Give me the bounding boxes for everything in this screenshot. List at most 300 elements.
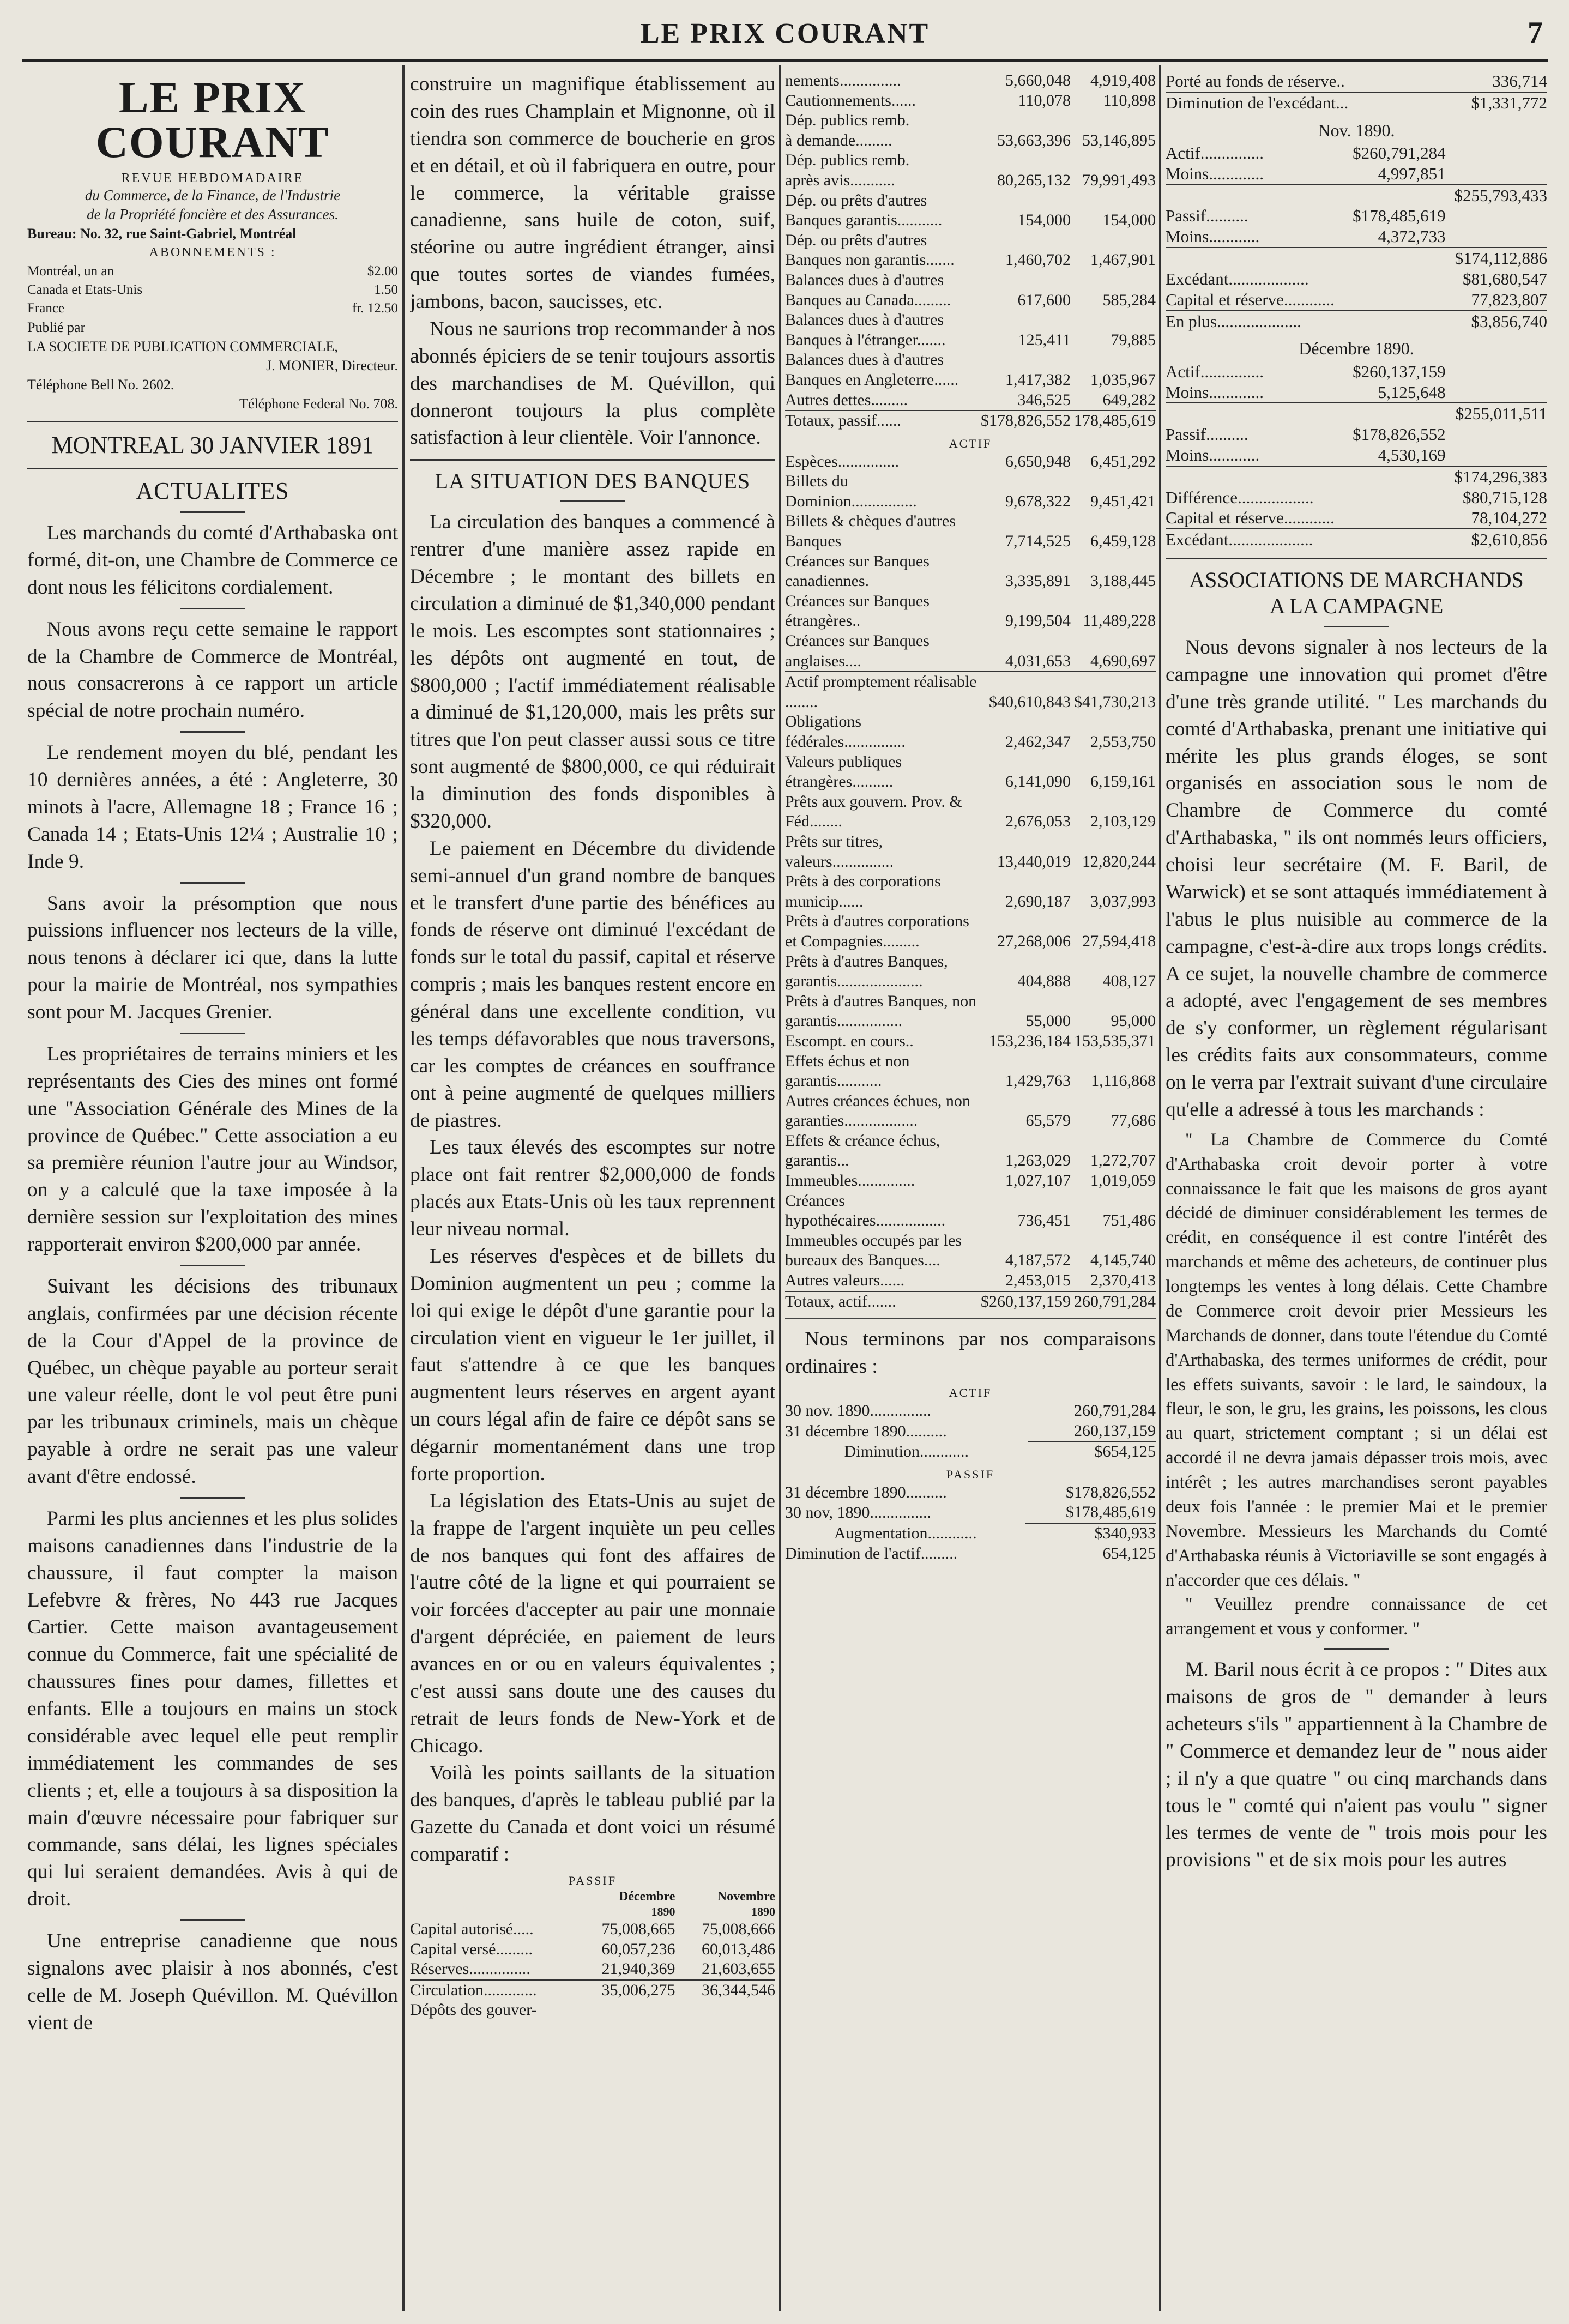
- row-value: $3,856,740: [1446, 311, 1547, 332]
- row-value: $40,610,843: [977, 672, 1071, 712]
- table-row: [785, 1031, 1156, 1052]
- row-value: 4,372,733: [1378, 227, 1446, 246]
- table-row: Capital versé......... 60,057,236 60,013,486: [410, 1940, 775, 1958]
- comparison-passif: [785, 1483, 1156, 1564]
- article-paragraph: Nous avons reçu cette semaine le rapport de la Chambre de Commerce de Montréal, nous consacrerons à ce rapport un article spécial de notre prochain numéro.: [27, 618, 398, 722]
- row-label: [1166, 403, 1344, 424]
- row-value: $178,826,552: [1353, 425, 1446, 444]
- article-paragraph: construire un magnifique établissement au coin des rues Champlain et Mignonne, où il tiendra son commerce de boucherie en gros et en détail, et où il fabriquera en outre, pour le commerce, la véritable graisse canadienne, sans huile de coton, suif, stéorine ou autre ingrédient étranger, ainsi que toutes sortes de viandes fumées, jambons, bacon, saucisses, etc.: [410, 73, 775, 313]
- row-value: [1344, 508, 1445, 529]
- table-row: [785, 171, 1156, 191]
- passif-table: [410, 1889, 775, 2020]
- row-value: [1344, 269, 1445, 289]
- row-label: nements...............: [785, 71, 901, 89]
- page-number: 7: [1528, 16, 1543, 50]
- row-value: [1071, 150, 1156, 171]
- row-value: $260,137,159: [1353, 361, 1446, 381]
- table-row: [785, 191, 1156, 231]
- table-row: [785, 712, 1156, 752]
- article-paragraph: Parmi les plus anciennes et les plus solides maisons canadiennes dans l'industrie de la chaussure, il faut compter la maison Lefebvre & frères, No 443 rue Jacques Cartier. Cette maison avantageusement connue du Commerce, fait une spécialité de chaussures fines pour dames, fillettes et enfants. Elle a toujours en mains un stock considérable avec lequel elle peut remplir immédiatement les commandes de ses clients ; et, elle a toujours à sa disposition la main d'œuvre nécessaire pour fabriquer sur commande, sans délai, les lignes spéciales qui lui seraient demandées. Avis à qui de droit.: [27, 1507, 398, 1911]
- row-value: 2,103,129: [1090, 812, 1156, 831]
- masthead-tagline-2: de la Propriété foncière et des Assurances.: [87, 206, 339, 223]
- dec-heading: Décembre 1890.: [1299, 339, 1414, 359]
- row-label: Prêts à d'autres corporations et Compagnies.........: [785, 912, 969, 950]
- row-label: Totaux, passif......: [785, 411, 977, 431]
- row-value: 7,714,525: [1005, 532, 1071, 551]
- row-value: 751,486: [1102, 1211, 1156, 1230]
- short-rule: [180, 882, 245, 884]
- column-3: [785, 71, 1156, 2306]
- table-row: Dépôts des gouver-: [410, 2001, 537, 2019]
- table-row: [1166, 508, 1547, 529]
- row-value: 1,460,702: [1005, 251, 1071, 269]
- row-label: Espèces...............: [785, 452, 900, 470]
- row-value: $255,011,511: [1446, 403, 1547, 424]
- row-label: Immeubles..............: [785, 1172, 915, 1190]
- row-value: [1446, 206, 1547, 226]
- row-value: [1344, 403, 1445, 424]
- row-label: En plus....................: [1166, 311, 1344, 332]
- row-label: Créances sur Banques anglaises....: [785, 632, 930, 670]
- masthead-societe: LA SOCIETE DE PUBLICATION COMMERCIALE,: [27, 338, 338, 354]
- row-value: 2,453,015: [1005, 1271, 1071, 1290]
- row-value: 649,282: [1102, 390, 1156, 409]
- table-row: [1166, 487, 1547, 508]
- row-value: 53,663,396: [997, 131, 1071, 149]
- divider: [27, 468, 398, 469]
- row-value: 617,600: [1017, 291, 1071, 309]
- table-row: [785, 1052, 1156, 1091]
- row-value: 4,690,697: [1090, 651, 1156, 670]
- row-value: 6,159,161: [1090, 772, 1156, 791]
- table-row: [1166, 143, 1547, 164]
- row-value: [1344, 248, 1445, 269]
- masthead-tel-federal: Téléphone Federal No. 708.: [239, 395, 398, 412]
- row-value: 77,686: [1111, 1112, 1156, 1130]
- masthead-tagline-1: du Commerce, de la Finance, de l'Industrie: [85, 187, 341, 203]
- table-row: [1166, 466, 1547, 487]
- row-label: Billets du Dominion................: [785, 472, 917, 510]
- row-value: 65,579: [1025, 1112, 1071, 1130]
- column-2: [410, 71, 775, 2306]
- column-rule-2: [779, 65, 781, 2311]
- table-row: [785, 1191, 1156, 1231]
- divider: [785, 1318, 1156, 1319]
- table-row: [1166, 445, 1547, 466]
- row-label: Créances sur Banques étrangères..: [785, 591, 930, 630]
- row-label: Actif promptement réalisable ........: [785, 672, 977, 712]
- table-row: [785, 1131, 1156, 1171]
- col-heading-nov: Novembre: [717, 1890, 775, 1904]
- table-row: [785, 350, 1156, 390]
- table-row: 31 décembre 1890.......... $178,826,552: [785, 1483, 1156, 1501]
- row-label: Excédant...................: [1166, 269, 1309, 288]
- article-paragraph: La circulation des banques a commencé à rentrer d'une manière assez rapide en Décembre ; le montant des billets en circulation a diminué de $1,340,000 pendant le mois. Les escomptes sont stationnaires ; les dépôts ont augmenté en tout, de $800,000 ; l'actif immédiatement réalisable a diminué de $1,120,000, mais les prêts sur titres que l'on peut classer aussi sous ce titre sont augmenté de $800,000, ce qui réduirait la diminution des fonds disponibles à $320,000.: [410, 511, 775, 832]
- col-year: 1890: [651, 1905, 675, 1919]
- row-value: 1,019,059: [1090, 1172, 1156, 1190]
- table-row: [785, 1091, 1156, 1131]
- row-value: 1,417,382: [1005, 370, 1071, 389]
- table-row: [1166, 289, 1547, 311]
- table-heading-comp-passif: PASSIF: [946, 1467, 995, 1481]
- row-value: 178,485,619: [1071, 411, 1156, 431]
- comparison-actif: [785, 1401, 1156, 1462]
- row-value: 3,037,993: [1090, 892, 1156, 910]
- article-paragraph: Les réserves d'espèces et de billets du Dominion augmentent un peu ; comme la loi qui exige le dépôt d'une garantie pour la circulation vient en vigueur le 1er juillet, il faut s'attendre à ce que les banques augmentent leurs réserves en argent ayant un cours légal afin de faire ce dépôt sans se dégarnir momentanément dans une trop forte proportion.: [410, 1245, 775, 1485]
- short-rule: [180, 608, 245, 609]
- issue-date: MONTREAL 30 JANVIER 1891: [51, 432, 374, 458]
- table-row: Capital autorisé..... 75,008,665 75,008,666: [410, 1920, 775, 1939]
- section-heading-banques: LA SITUATION DES BANQUES: [435, 469, 751, 494]
- table-row: [410, 1889, 775, 1905]
- row-label: Billets & chèques d'autres Banques: [785, 512, 956, 551]
- row-value: 1,035,967: [1090, 370, 1156, 389]
- table-row: [785, 992, 1156, 1031]
- row-label: Capital et réserve............: [1166, 508, 1335, 528]
- row-value: $174,112,886: [1446, 248, 1547, 269]
- subscription-row: Montréal, un an $2.00: [27, 264, 398, 279]
- row-label: Effets & créance échus, garantis...: [785, 1131, 940, 1170]
- row-label: [1166, 248, 1344, 269]
- row-label: Prêts sur titres, valeurs...............: [785, 832, 894, 871]
- row-label: Prêts à des corporations municip......: [785, 872, 941, 910]
- row-value: 79,885: [1111, 330, 1156, 349]
- row-label: Dép. publics remb.: [785, 111, 910, 130]
- row-value: 404,888: [1017, 972, 1071, 991]
- row-value: $178,826,552: [977, 411, 1071, 431]
- quoted-circular: " Veuillez prendre connaissance de cet arrangement et vous y conformer. ": [1166, 1595, 1547, 1639]
- reserve-table: [1166, 71, 1547, 113]
- masthead-title: LE PRIX COURANT: [95, 73, 330, 167]
- divider: [1166, 558, 1547, 559]
- row-value: 585,284: [1102, 291, 1156, 309]
- table-row: [785, 631, 1156, 672]
- article-paragraph: Sans avoir la présomption que nous puissions influencer nos lecteurs de la ville, nous tenons à déclarer ici que, dans la lutte pour la mairie de Montréal, nos sympathies sont pour M. Jacques Grenier.: [27, 892, 398, 1023]
- row-label: Autres valeurs......: [785, 1271, 905, 1290]
- row-value: 13,440,019: [997, 852, 1071, 871]
- row-value: 110,078: [1018, 91, 1071, 110]
- table-row: [785, 511, 1156, 551]
- table-row: [785, 390, 1156, 411]
- row-label: Dép. ou prêts d'autres Banques garantis...........: [785, 191, 943, 230]
- row-value: 346,525: [1017, 390, 1071, 409]
- table-row: [1166, 206, 1547, 226]
- row-value: [977, 150, 1071, 171]
- row-value: [1344, 487, 1445, 508]
- row-value: 153,535,371: [1074, 1031, 1156, 1050]
- table-row: 30 nov, 1890............... $178,485,619: [785, 1502, 1156, 1523]
- short-rule: [560, 500, 625, 502]
- table-row: [1166, 248, 1547, 269]
- short-rule: [180, 1033, 245, 1034]
- row-label: [1166, 185, 1344, 206]
- short-rule: [180, 1265, 245, 1266]
- row-value: 55,000: [1025, 1012, 1071, 1030]
- table-row: [1166, 403, 1547, 424]
- table-row: [785, 231, 1156, 270]
- masthead-subtitle: REVUE HEBDOMADAIRE: [121, 171, 304, 185]
- row-value: 1,263,029: [1005, 1151, 1071, 1170]
- subscription-row: Canada et Etats-Unis 1.50: [27, 282, 398, 298]
- table-row: [785, 552, 1156, 591]
- table-row: [1166, 529, 1547, 550]
- running-header: [22, 10, 1548, 59]
- article-paragraph: M. Baril nous écrit à ce propos : " Dites aux maisons de gros de " demander à leurs acheteurs s'ils " appartiennent à la Chambre de " Commerce et demandez leur de " nous aider ; il n'y a que quatre " ou cinq marchands dans tous le " comté qui n'aient pas voulu " signer les termes de vente de " trois mois pour les provisions " et de six mois pour les autres: [1166, 1658, 1547, 1872]
- article-paragraph: Nous terminons par nos comparaisons ordinaires :: [785, 1328, 1156, 1378]
- row-value: [977, 111, 1071, 131]
- row-value: [1446, 143, 1547, 164]
- table-row: [410, 1905, 775, 1919]
- row-value: 80,265,132: [997, 171, 1071, 189]
- table-row: [785, 952, 1156, 992]
- row-value: 53,146,895: [1082, 131, 1156, 149]
- article-paragraph: Le paiement en Décembre du dividende semi-annuel d'un grand nombre de banques et le transfert d'une partie des bénéfices au fonds de réserve ont diminué l'excédant de fonds sur le total du passif, capital et réserve compris ; mais les banques restent encore en général dans une excellente condition, vu les temps défavorables que nous traversons, car les comptes de créances en souffrance ont à peine augmenté de quelques milliers de piastres.: [410, 837, 775, 1132]
- row-value: 9,451,421: [1090, 492, 1156, 510]
- table-row: [1166, 424, 1547, 445]
- article-paragraph: Suivant les décisions des tribunaux anglais, confirmées par une décision récente de la Cour d'Appel de la province de Québec, un chèque payable au porteur serait une valeur réelle, dont le vol peut être puni par les tribunaux criminels, mais un chèque payable à ordre ne serait pas une valeur avant d'être endossé.: [27, 1275, 398, 1488]
- row-value: 1,429,763: [1005, 1072, 1071, 1090]
- row-label: [1166, 466, 1344, 487]
- row-value: 78,104,272: [1471, 508, 1547, 528]
- row-value: [1446, 424, 1547, 445]
- row-label: Prêts aux gouvern. Prov. & Féd........: [785, 792, 962, 831]
- row-label: Autres dettes.........: [785, 390, 908, 409]
- row-label: Valeurs publiques étrangères..........: [785, 752, 902, 791]
- table-row: [785, 270, 1156, 310]
- article-paragraph: Le rendement moyen du blé, pendant les 10 dernières années, a été : Angleterre, 30 minots à l'acre, Allemagne 18 ; France 16 ; Canada 14 ; Etats-Unis 12¼ ; Australie 10 ; Inde 9.: [27, 741, 398, 873]
- row-label: Autres créances échues, non garanties..................: [785, 1091, 970, 1130]
- nov-heading: Nov. 1890.: [1318, 120, 1395, 140]
- row-value: $2,610,856: [1446, 529, 1547, 550]
- row-value: 11,489,228: [1083, 612, 1156, 630]
- row-value: 6,451,292: [1090, 452, 1156, 470]
- row-label: Dép. ou prêts d'autres Banques non garantis.......: [785, 231, 955, 269]
- row-value: 736,451: [1017, 1211, 1071, 1230]
- row-value: 2,370,413: [1090, 1271, 1156, 1290]
- table-heading-passif: PASSIF: [568, 1874, 617, 1887]
- row-label: Obligations fédérales...............: [785, 713, 906, 751]
- masthead-publie-par: Publié par: [27, 319, 86, 335]
- short-rule: [1324, 626, 1389, 627]
- masthead-abonnements: ABONNEMENTS :: [149, 245, 276, 260]
- row-value: $178,485,619: [1353, 206, 1446, 226]
- row-label: à demande.........: [785, 131, 892, 149]
- row-value: 6,141,090: [1005, 772, 1071, 791]
- row-label: Effets échus et non garantis...........: [785, 1052, 910, 1090]
- table-heading-comp-actif: ACTIF: [949, 1385, 992, 1399]
- row-value: 6,650,948: [1005, 452, 1071, 470]
- row-value: $41,730,213: [1071, 672, 1156, 712]
- row-label: Prêts à d'autres Banques, garantis.....................: [785, 952, 948, 991]
- table-row: [1166, 361, 1547, 382]
- row-label: Balances dues à d'autres Banques au Canada.........: [785, 270, 951, 309]
- divider: [27, 421, 398, 422]
- row-value: 2,553,750: [1090, 733, 1156, 751]
- row-value: 9,678,322: [1005, 492, 1071, 510]
- row-value: [1344, 466, 1445, 487]
- row-label: Dép. publics remb.: [785, 151, 910, 170]
- row-value: [1344, 289, 1445, 311]
- table-row: [785, 111, 1156, 131]
- row-label: Prêts à d'autres Banques, non garantis................: [785, 992, 977, 1030]
- row-value: [1446, 164, 1547, 185]
- header-rule: [22, 59, 1548, 62]
- row-value: 154,000: [1017, 211, 1071, 230]
- row-value: 4,530,169: [1378, 445, 1446, 464]
- article-paragraph: Les propriétaires de terrains miniers et les représentants des Cies des mines ont formé une "Association Générale des Mines de la province de Québec." Cette association a eu sa première réunion l'autre jour au Windsor, on y a calculé que la taxe imposée à la dernière session sur l'exploitation des mines rapporterait environ $200,000 par année.: [27, 1042, 398, 1255]
- table-row: [1166, 382, 1547, 403]
- row-value: 3,188,445: [1090, 572, 1156, 590]
- row-label: Totaux, actif.......: [785, 1291, 977, 1312]
- dec-table: [1166, 361, 1547, 550]
- row-value: 1,272,707: [1090, 1151, 1156, 1170]
- article-paragraph: Une entreprise canadienne que nous signalons avec plaisir à nos abonnés, c'est celle de M. Joseph Quévillon. M. Quévillon vient de: [27, 1930, 398, 2034]
- table-row: Diminution de l'actif......... 654,125: [785, 1544, 1156, 1562]
- row-value: $260,137,159: [977, 1291, 1071, 1312]
- table-heading-actif: ACTIF: [949, 436, 992, 450]
- table-row: [785, 1291, 1156, 1312]
- row-value: $80,715,128: [1463, 487, 1547, 507]
- row-value: $81,680,547: [1463, 269, 1547, 288]
- row-value: 6,459,128: [1090, 532, 1156, 551]
- table-row: [1166, 164, 1547, 185]
- row-label: Excédant....................: [1166, 529, 1344, 550]
- row-label: Balances dues à d'autres Banques à l'étranger.......: [785, 311, 946, 349]
- table-row: [1166, 311, 1547, 332]
- masthead-directeur: J. MONIER, Directeur.: [266, 357, 398, 373]
- table-row: [785, 792, 1156, 832]
- row-value: 2,676,053: [1005, 812, 1071, 831]
- table-row: [785, 752, 1156, 792]
- row-label: Immeubles occupés par les bureaux des Banques....: [785, 1231, 962, 1270]
- row-label: Différence..................: [1166, 487, 1314, 507]
- table-row: [785, 912, 1156, 951]
- row-value: [1446, 445, 1547, 466]
- row-value: $174,296,383: [1446, 466, 1547, 487]
- table-row: [785, 150, 1156, 171]
- row-value: 125,411: [1018, 330, 1071, 349]
- table-row: [785, 1171, 1156, 1191]
- short-rule: [1324, 1648, 1389, 1650]
- row-value: 4,997,851: [1378, 164, 1446, 183]
- row-value: 12,820,244: [1082, 852, 1156, 871]
- row-value: 4,145,740: [1090, 1251, 1156, 1270]
- table-row: Diminution............ $654,125: [844, 1442, 1156, 1461]
- table-row: [785, 591, 1156, 631]
- row-label: Balances dues à d'autres Banques en Angleterre......: [785, 351, 959, 389]
- table-row: Diminution de l'excédant... $1,331,772: [1166, 93, 1547, 112]
- row-value: 153,236,184: [989, 1031, 1071, 1050]
- table-row: Circulation............. 35,006,275 36,344,546: [410, 1980, 775, 2001]
- row-label: Passif..........: [1166, 425, 1248, 444]
- row-value: 95,000: [1111, 1012, 1156, 1030]
- row-value: 1,467,901: [1090, 251, 1156, 269]
- row-label: Moins............: [1166, 227, 1260, 246]
- row-value: 3,335,891: [1005, 572, 1071, 590]
- table-row: [785, 91, 1156, 111]
- row-value: 2,690,187: [1005, 892, 1071, 910]
- article-paragraph: Nous ne saurions trop recommander à nos abonnés épiciers de se tenir toujours assortis des marchandises de M. Quévillon, qui donneront toujours la plus complète satisfaction à leur clientèle. Voir l'annonce.: [410, 317, 775, 449]
- row-label: après avis...........: [785, 171, 895, 189]
- masthead-tel-bell: Téléphone Bell No. 2602.: [27, 376, 174, 393]
- row-value: 260,791,284: [1071, 1291, 1156, 1312]
- row-label: Actif...............: [1166, 143, 1264, 163]
- masthead-bureau: Bureau: No. 32, rue Saint-Gabriel, Montréal: [27, 226, 297, 242]
- short-rule: [180, 511, 245, 513]
- table-row: [785, 310, 1156, 350]
- heading-line: ASSOCIATIONS DE MARCHANDS: [1189, 568, 1524, 593]
- table-row: Réserves............... 21,940,369 21,603,655: [410, 1960, 775, 1978]
- row-value: [1344, 185, 1445, 206]
- running-title: LE PRIX COURANT: [640, 18, 930, 49]
- row-label: Créances hypothécaires.................: [785, 1191, 946, 1230]
- table-row: [1166, 226, 1547, 248]
- row-value: [1344, 529, 1445, 550]
- passif-table-continued: [785, 71, 1156, 431]
- row-label: Moins............: [1166, 445, 1260, 464]
- row-label: Escompt. en cours..: [785, 1031, 914, 1050]
- row-value: 4,031,653: [1005, 651, 1071, 670]
- column-rule-1: [402, 65, 405, 2311]
- section-heading-actualites: ACTUALITES: [136, 478, 289, 504]
- table-row: [1166, 269, 1547, 289]
- actif-table: [785, 452, 1156, 1312]
- table-row: 30 nov. 1890............... 260,791,284: [785, 1401, 1156, 1420]
- row-label: Capital et réserve............: [1166, 289, 1335, 309]
- row-value: 5,660,048: [1005, 71, 1071, 89]
- col-heading-dec: Décembre: [618, 1890, 675, 1904]
- table-row: [785, 71, 1156, 91]
- row-value: 77,823,807: [1471, 289, 1547, 309]
- article-paragraph: Les taux élevés des escomptes sur notre place ont fait rentrer $2,000,000 de fonds placés aux Etats-Unis où les taux reprennent leur niveau normal.: [410, 1136, 775, 1240]
- row-value: 5,125,648: [1378, 382, 1446, 402]
- table-row: [785, 872, 1156, 912]
- row-value: $260,791,284: [1353, 143, 1446, 163]
- table-row: [785, 1231, 1156, 1271]
- row-label: Créances sur Banques canadiennes.: [785, 552, 930, 590]
- row-label: Moins.............: [1166, 382, 1264, 402]
- short-rule: [180, 731, 245, 733]
- row-value: $255,793,433: [1446, 185, 1547, 206]
- col-year: 1890: [751, 1905, 775, 1919]
- subscription-row: France fr. 12.50: [27, 300, 398, 316]
- section-heading-associations: [1166, 567, 1547, 619]
- table-row: [1166, 185, 1547, 206]
- row-label: Cautionnements......: [785, 91, 916, 110]
- nov-table: [1166, 143, 1547, 331]
- table-row: [785, 411, 1156, 431]
- table-row: [785, 832, 1156, 872]
- row-label: Actif...............: [1166, 361, 1264, 381]
- table-row: 31 décembre 1890.......... 260,137,159: [785, 1421, 1156, 1442]
- column-rule-3: [1159, 65, 1161, 2311]
- row-value: [1344, 311, 1445, 332]
- article-paragraph: Voilà les points saillants de la situation des banques, d'après le tableau publié par la Gazette du Canada et dont voici un résumé comparatif :: [410, 1761, 775, 1866]
- article-paragraph: Nous devons signaler à nos lecteurs de la campagne une innovation qui promet d'être d'une très grande utilité. " Les marchands du comté d'Arthabaska, prenant une initiative qui mérite les plus grands éloges, se sont organisés en association sous le nom de Chambre de Commerce du comté d'Arthabaska, " ils ont nommés leurs officiers, choisi leur secrétaire (M. F. Baril, de Warwick) et se sont attaqués immédiatement à l'abus le plus nuisible au commerce de la campagne, c'est-à-dire aux trops longs crédits. A ce sujet, la nouvelle chambre de commerce a adopté, avec l'engagement de ses membres de s'y conformer, un règlement régularisant les crédits faits aux consommateurs, comme on le verra par l'extrait suivant d'une circulaire qu'elle a adressé à tous les marchands :: [1166, 636, 1547, 1121]
- row-value: 408,127: [1102, 972, 1156, 991]
- row-value: 110,898: [1103, 91, 1156, 110]
- table-row: Porté au fonds de réserve.. 336,714: [1166, 71, 1547, 90]
- column-1: [27, 71, 398, 2306]
- row-value: 4,187,572: [1005, 1251, 1071, 1270]
- table-row: [785, 131, 1156, 151]
- table-row: [785, 1271, 1156, 1291]
- row-label: Passif..........: [1166, 206, 1248, 226]
- heading-line: A LA CAMPAGNE: [1269, 594, 1444, 619]
- row-value: [1071, 111, 1156, 131]
- table-row: Augmentation............ $340,933: [834, 1524, 1156, 1542]
- divider: [410, 459, 775, 461]
